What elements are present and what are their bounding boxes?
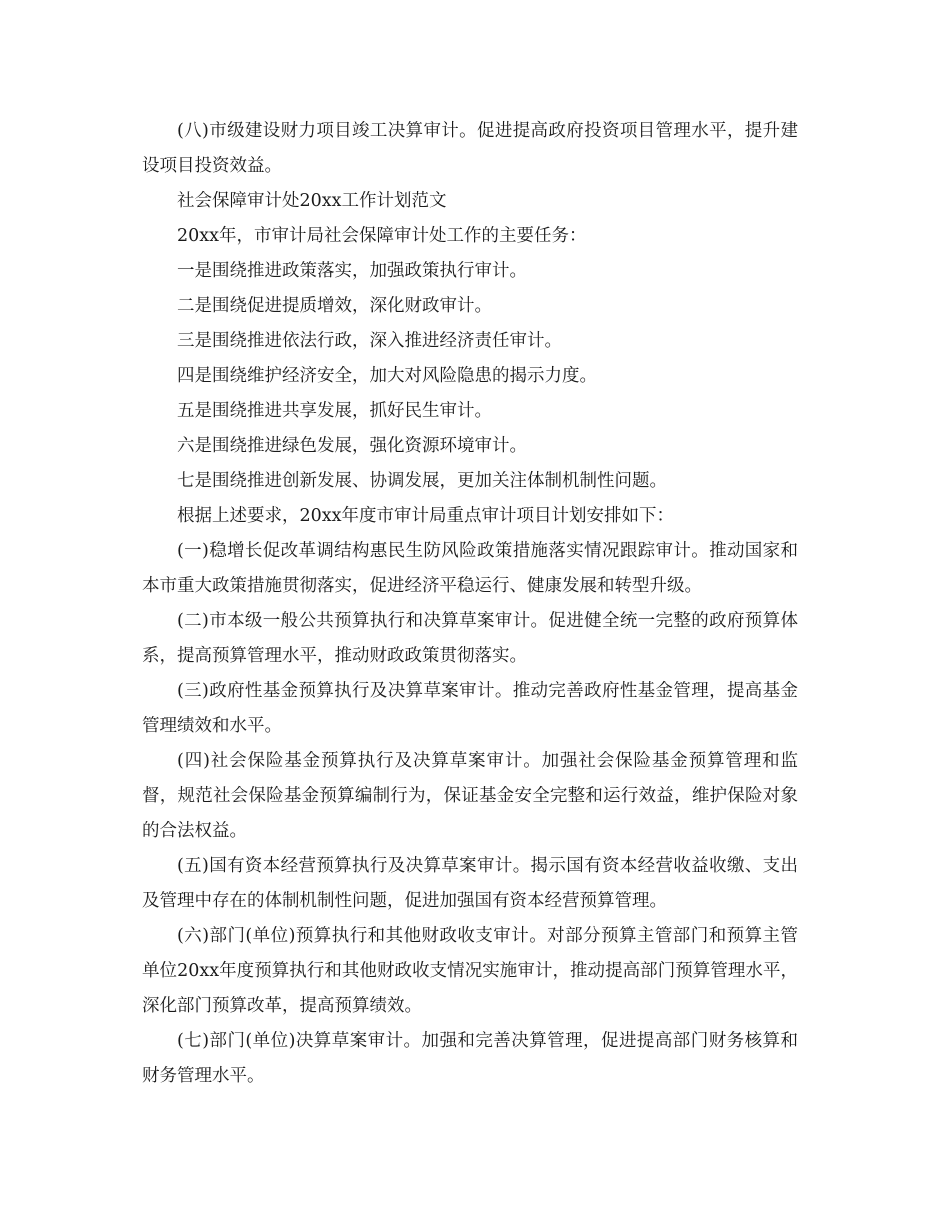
task-item-5: 五是围绕推进共享发展，抓好民生审计。 xyxy=(177,401,492,421)
task-item-3: 三是围绕推进依法行政，深入推进经济责任审计。 xyxy=(177,331,562,351)
paragraph-main-tasks: 20xx年，市审计局社会保障审计处工作的主要任务： xyxy=(177,226,587,246)
plan-item-2: (二)市本级一般公共预算执行和决算草案审计。促进健全统一完整的政府预算体系，提高预算管理水平，推动财政政策贯彻落实。 xyxy=(142,611,798,666)
task-item-1: 一是围绕推进政策落实，加强政策执行审计。 xyxy=(177,261,527,281)
plan-item-6: (六)部门(单位)预算执行和其他财政收支审计。对部分预算主管部门和预算主管单位20xx年度预算执行和其他财政收支情况实施审计，推动提高部门预算管理水平，深化部门预算改革，提高预算绩效。 xyxy=(142,926,798,1016)
task-item-2: 二是围绕促进提质增效，深化财政审计。 xyxy=(177,296,492,316)
document-body xyxy=(142,114,798,1094)
plan-item-4: (四)社会保险基金预算执行及决算草案审计。加强社会保险基金预算管理和监督，规范社会保险基金预算编制行为，保证基金安全完整和运行效益，维护保险对象的合法权益。 xyxy=(142,751,798,841)
task-item-6: 六是围绕推进绿色发展，强化资源环境审计。 xyxy=(177,436,527,456)
plan-item-1: (一)稳增长促改革调结构惠民生防风险政策措施落实情况跟踪审计。推动国家和本市重大政策措施贯彻落实，促进经济平稳运行、健康发展和转型升级。 xyxy=(142,541,798,596)
task-item-7: 七是围绕推进创新发展、协调发展，更加关注体制机制性问题。 xyxy=(177,471,667,491)
plan-item-7: (七)部门(单位)决算草案审计。加强和完善决算管理，促进提高部门财务核算和财务管理水平。 xyxy=(142,1031,798,1086)
plan-item-5: (五)国有资本经营预算执行及决算草案审计。揭示国有资本经营收益收缴、支出及管理中存在的体制机制性问题，促进加强国有资本经营预算管理。 xyxy=(142,856,798,911)
paragraph-plan-intro: 根据上述要求，20xx年度市审计局重点审计项目计划安排如下： xyxy=(177,506,675,526)
section-heading: 社会保障审计处20xx工作计划范文 xyxy=(177,191,447,211)
task-item-4: 四是围绕维护经济安全，加大对风险隐患的揭示力度。 xyxy=(177,366,597,386)
paragraph-8-completion-audit: (八)市级建设财力项目竣工决算审计。促进提高政府投资项目管理水平，提升建设项目投资效益。 xyxy=(142,121,798,176)
plan-item-3: (三)政府性基金预算执行及决算草案审计。推动完善政府性基金管理，提高基金管理绩效和水平。 xyxy=(142,681,798,736)
